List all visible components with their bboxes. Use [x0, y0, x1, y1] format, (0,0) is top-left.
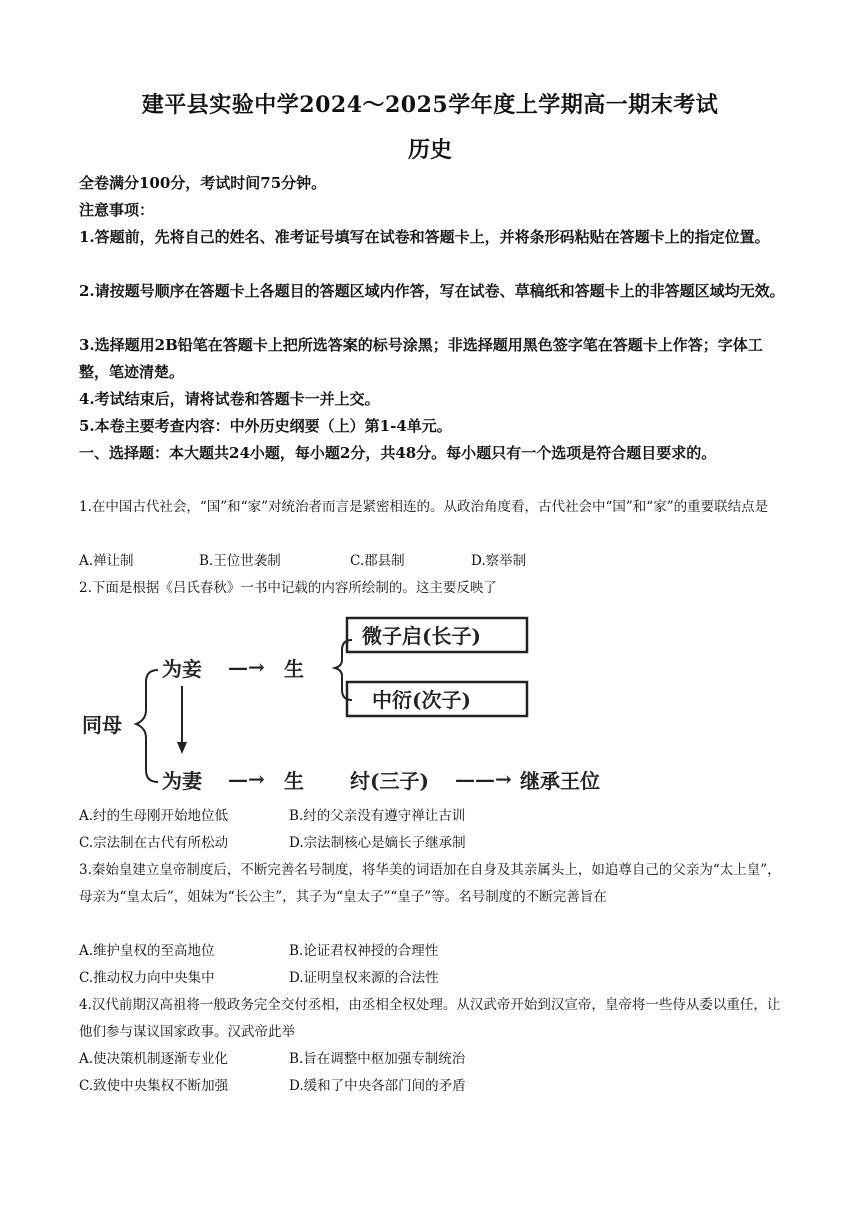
subject-title: 历史	[407, 137, 452, 163]
son3-label: 纣(三子)	[350, 769, 429, 793]
wife-arrow: —→	[228, 767, 265, 791]
concubine-label: 为妾	[162, 657, 202, 681]
notice-heading: 注意事项：	[79, 201, 155, 219]
option-c[interactable]: C.宗法制在古代有所松动	[79, 835, 229, 851]
notice-item-2: 2.请按题号顺序在答题卡上各题目的答题区域内作答，写在试卷、草稿纸和答题卡上的非答题区域均无效。	[79, 282, 785, 300]
notice-item-3: 3.选择题用2B铅笔在答题卡上把所选答案的标号涂黑；非选择题用黑色签字笔在答题卡上作答；字体工整，笔迹清楚。	[79, 336, 763, 381]
son1-label: 微子启(长子)	[362, 624, 481, 648]
option-c[interactable]: C.致使中央集权不断加强	[79, 1078, 229, 1094]
succession-diagram	[80, 610, 620, 805]
same-mother-label: 同母	[82, 713, 122, 737]
wife-label: 为妻	[162, 769, 202, 793]
option-a[interactable]: A.维护皇权的至高地位	[79, 943, 215, 959]
left-brace-icon	[136, 670, 158, 782]
down-arrow-icon	[177, 742, 187, 754]
option-d[interactable]: D.察举制	[471, 553, 527, 569]
concubine-arrow: —→	[228, 655, 265, 679]
option-a[interactable]: A.禅让制	[79, 553, 134, 569]
small-brace-icon	[335, 640, 352, 700]
question-1-stem: 1.在中国古代社会，“国”和“家”对统治者而言是紧密相连的。从政治角度看，古代社会中“国”和“家”的重要联结点是	[79, 499, 769, 515]
question-2-stem: 2.下面是根据《吕氏春秋》一书中记载的内容所绘制的。这主要反映了	[79, 580, 497, 596]
page-title: 建平县实验中学2024～2025学年度上学期高一期末考试	[141, 92, 719, 118]
option-c[interactable]: C.推动权力向中央集中	[79, 970, 215, 986]
option-d[interactable]: D.证明皇权来源的合法性	[289, 970, 439, 986]
born-label-2: 生	[284, 769, 304, 793]
option-b[interactable]: B.论证君权神授的合理性	[289, 943, 439, 959]
succeed-arrow: ——→	[455, 767, 512, 791]
question-3-stem: 3.秦始皇建立皇帝制度后，不断完善名号制度，将华美的词语加在自身及其亲属头上，如追尊自己的父亲为“太上皇”，母亲为“皇太后”，姐妹为“长公主”，其子为“皇太子”“皇子”等。名号制度的不断完善旨在	[79, 862, 781, 905]
succeed-label: 继承王位	[520, 769, 600, 793]
option-d[interactable]: D.宗法制核心是嫡长子继承制	[289, 835, 466, 851]
option-d[interactable]: D.缓和了中央各部门间的矛盾	[289, 1078, 466, 1094]
option-b[interactable]: B.王位世袭制	[199, 553, 281, 569]
exam-info: 全卷满分100分，考试时间75分钟。	[79, 174, 327, 192]
question-4-stem: 4.汉代前期汉高祖将一般政务完全交付丞相，由丞相全权处理。从汉武帝开始到汉宣帝，皇帝将一些侍从委以重任，让他们参与谋议国家政事。汉武帝此举	[79, 997, 781, 1040]
section-heading: 一、选择题：本大题共24小题，每小题2分，共48分。每小题只有一个选项是符合题目要求的。	[79, 444, 717, 462]
option-b[interactable]: B.纣的父亲没有遵守禅让古训	[289, 808, 466, 824]
born-label-1: 生	[284, 657, 304, 681]
option-a[interactable]: A.使决策机制逐渐专业化	[79, 1051, 229, 1067]
notice-item-5: 5.本卷主要考查内容：中外历史纲要（上）第1-4单元。	[79, 417, 452, 435]
notice-item-4: 4.考试结束后，请将试卷和答题卡一并上交。	[79, 390, 380, 408]
option-a[interactable]: A.纣的生母刚开始地位低	[79, 808, 229, 824]
option-c[interactable]: C.郡县制	[350, 553, 405, 569]
notice-item-1: 1.答题前，先将自己的姓名、准考证号填写在试卷和答题卡上，并将条形码粘贴在答题卡上的指定位置。	[79, 228, 770, 246]
option-b[interactable]: B.旨在调整中枢加强专制统治	[289, 1051, 466, 1067]
son2-label: 中衍(次子)	[372, 688, 471, 712]
